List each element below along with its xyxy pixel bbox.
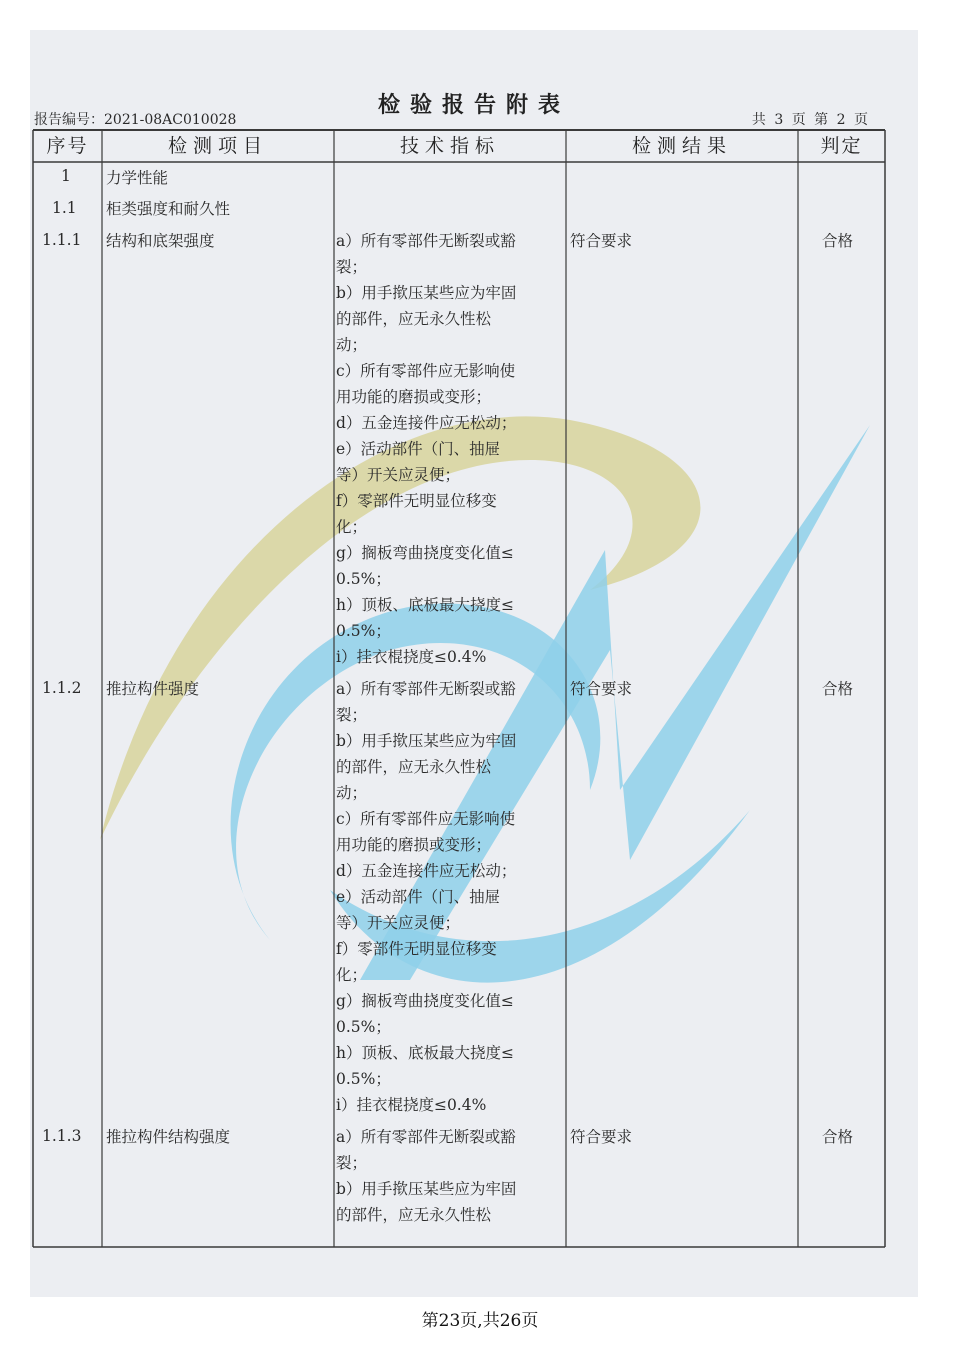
spec-line: h）顶板、底板最大挠度≤ [336,596,514,614]
spec-line: 化； [336,518,368,536]
spec-line: e）活动部件（门、抽屉 [336,440,501,458]
spec-line: b）用手揿压某些应为牢固 [336,732,517,750]
spec-line: 裂； [336,258,368,276]
spec-line: 化； [336,966,368,984]
row-seq: 1.1.2 [42,679,82,697]
col-header-seq: 序号 [46,135,89,157]
spec-line: 等）开关应灵便； [336,466,461,484]
spec-line: 等）开关应灵便； [336,914,461,932]
spec-line: h）顶板、底板最大挠度≤ [336,1044,514,1062]
spec-line: a）所有零部件无断裂或豁 [336,232,516,250]
row-verdict: 合格 [822,1128,854,1146]
row-result: 符合要求 [570,680,633,698]
row-spec [336,676,564,1118]
row-verdict: 合格 [822,232,854,250]
row-spec [336,228,564,670]
row-item: 力学性能 [106,169,169,187]
report-number: 报告编号：2021-08AC010028 [34,112,237,128]
spec-line: f）零部件无明显位移变 [336,492,497,510]
scanned-page [30,30,918,1297]
row-result: 符合要求 [570,232,633,250]
spec-line: 0.5%； [336,1018,391,1036]
spec-line: e）活动部件（门、抽屉 [336,888,501,906]
row-seq: 1.1.3 [42,1127,82,1145]
spec-line: 裂； [336,706,368,724]
row-item: 推拉构件强度 [106,680,200,698]
spec-line: 的部件，应无永久性松 [336,1206,492,1224]
spec-line: i）挂衣棍挠度≤0.4% [336,648,487,666]
spec-line: 裂； [336,1154,368,1172]
spec-line: g）搁板弯曲挠度变化值≤ [336,544,514,562]
spec-line: d）五金连接件应无松动； [336,862,517,880]
spec-line: 动； [336,784,368,802]
spec-line: f）零部件无明显位移变 [336,940,497,958]
spec-line: g）搁板弯曲挠度变化值≤ [336,992,514,1010]
row-seq: 1.1 [52,199,77,217]
spec-line: 用功能的磨损或变形； [336,388,492,406]
spec-line: 0.5%； [336,1070,391,1088]
col-header-result: 检测结果 [631,135,732,157]
row-spec [336,1124,564,1228]
spec-line: 0.5%； [336,570,391,588]
row-seq: 1.1.1 [42,231,82,249]
spec-line: b）用手揿压某些应为牢固 [336,284,517,302]
row-verdict: 合格 [822,680,854,698]
col-header-spec: 技术指标 [399,135,500,157]
spec-line: c）所有零部件应无影响使 [336,810,516,828]
document-title: 检验报告附表 [377,93,570,118]
spec-line: 的部件，应无永久性松 [336,758,492,776]
spec-line: d）五金连接件应无松动； [336,414,517,432]
page-info: 共 3 页 第 2 页 [751,112,870,128]
row-item: 柜类强度和耐久性 [106,200,231,218]
spec-line: c）所有零部件应无影响使 [336,362,516,380]
row-seq: 1 [61,167,71,185]
col-header-verdict: 判定 [820,135,863,157]
spec-line: i）挂衣棍挠度≤0.4% [336,1096,487,1114]
page-footer: 第23页,共26页 [421,1311,539,1331]
row-item: 推拉构件结构强度 [106,1128,231,1146]
spec-line: 的部件，应无永久性松 [336,310,492,328]
spec-line: b）用手揿压某些应为牢固 [336,1180,517,1198]
row-result: 符合要求 [570,1128,633,1146]
spec-line: 动； [336,336,368,354]
spec-line: 用功能的磨损或变形； [336,836,492,854]
spec-line: a）所有零部件无断裂或豁 [336,1128,516,1146]
spec-line: a）所有零部件无断裂或豁 [336,680,516,698]
row-item: 结构和底架强度 [106,232,215,250]
spec-line: 0.5%； [336,622,391,640]
col-header-item: 检测项目 [167,135,268,157]
